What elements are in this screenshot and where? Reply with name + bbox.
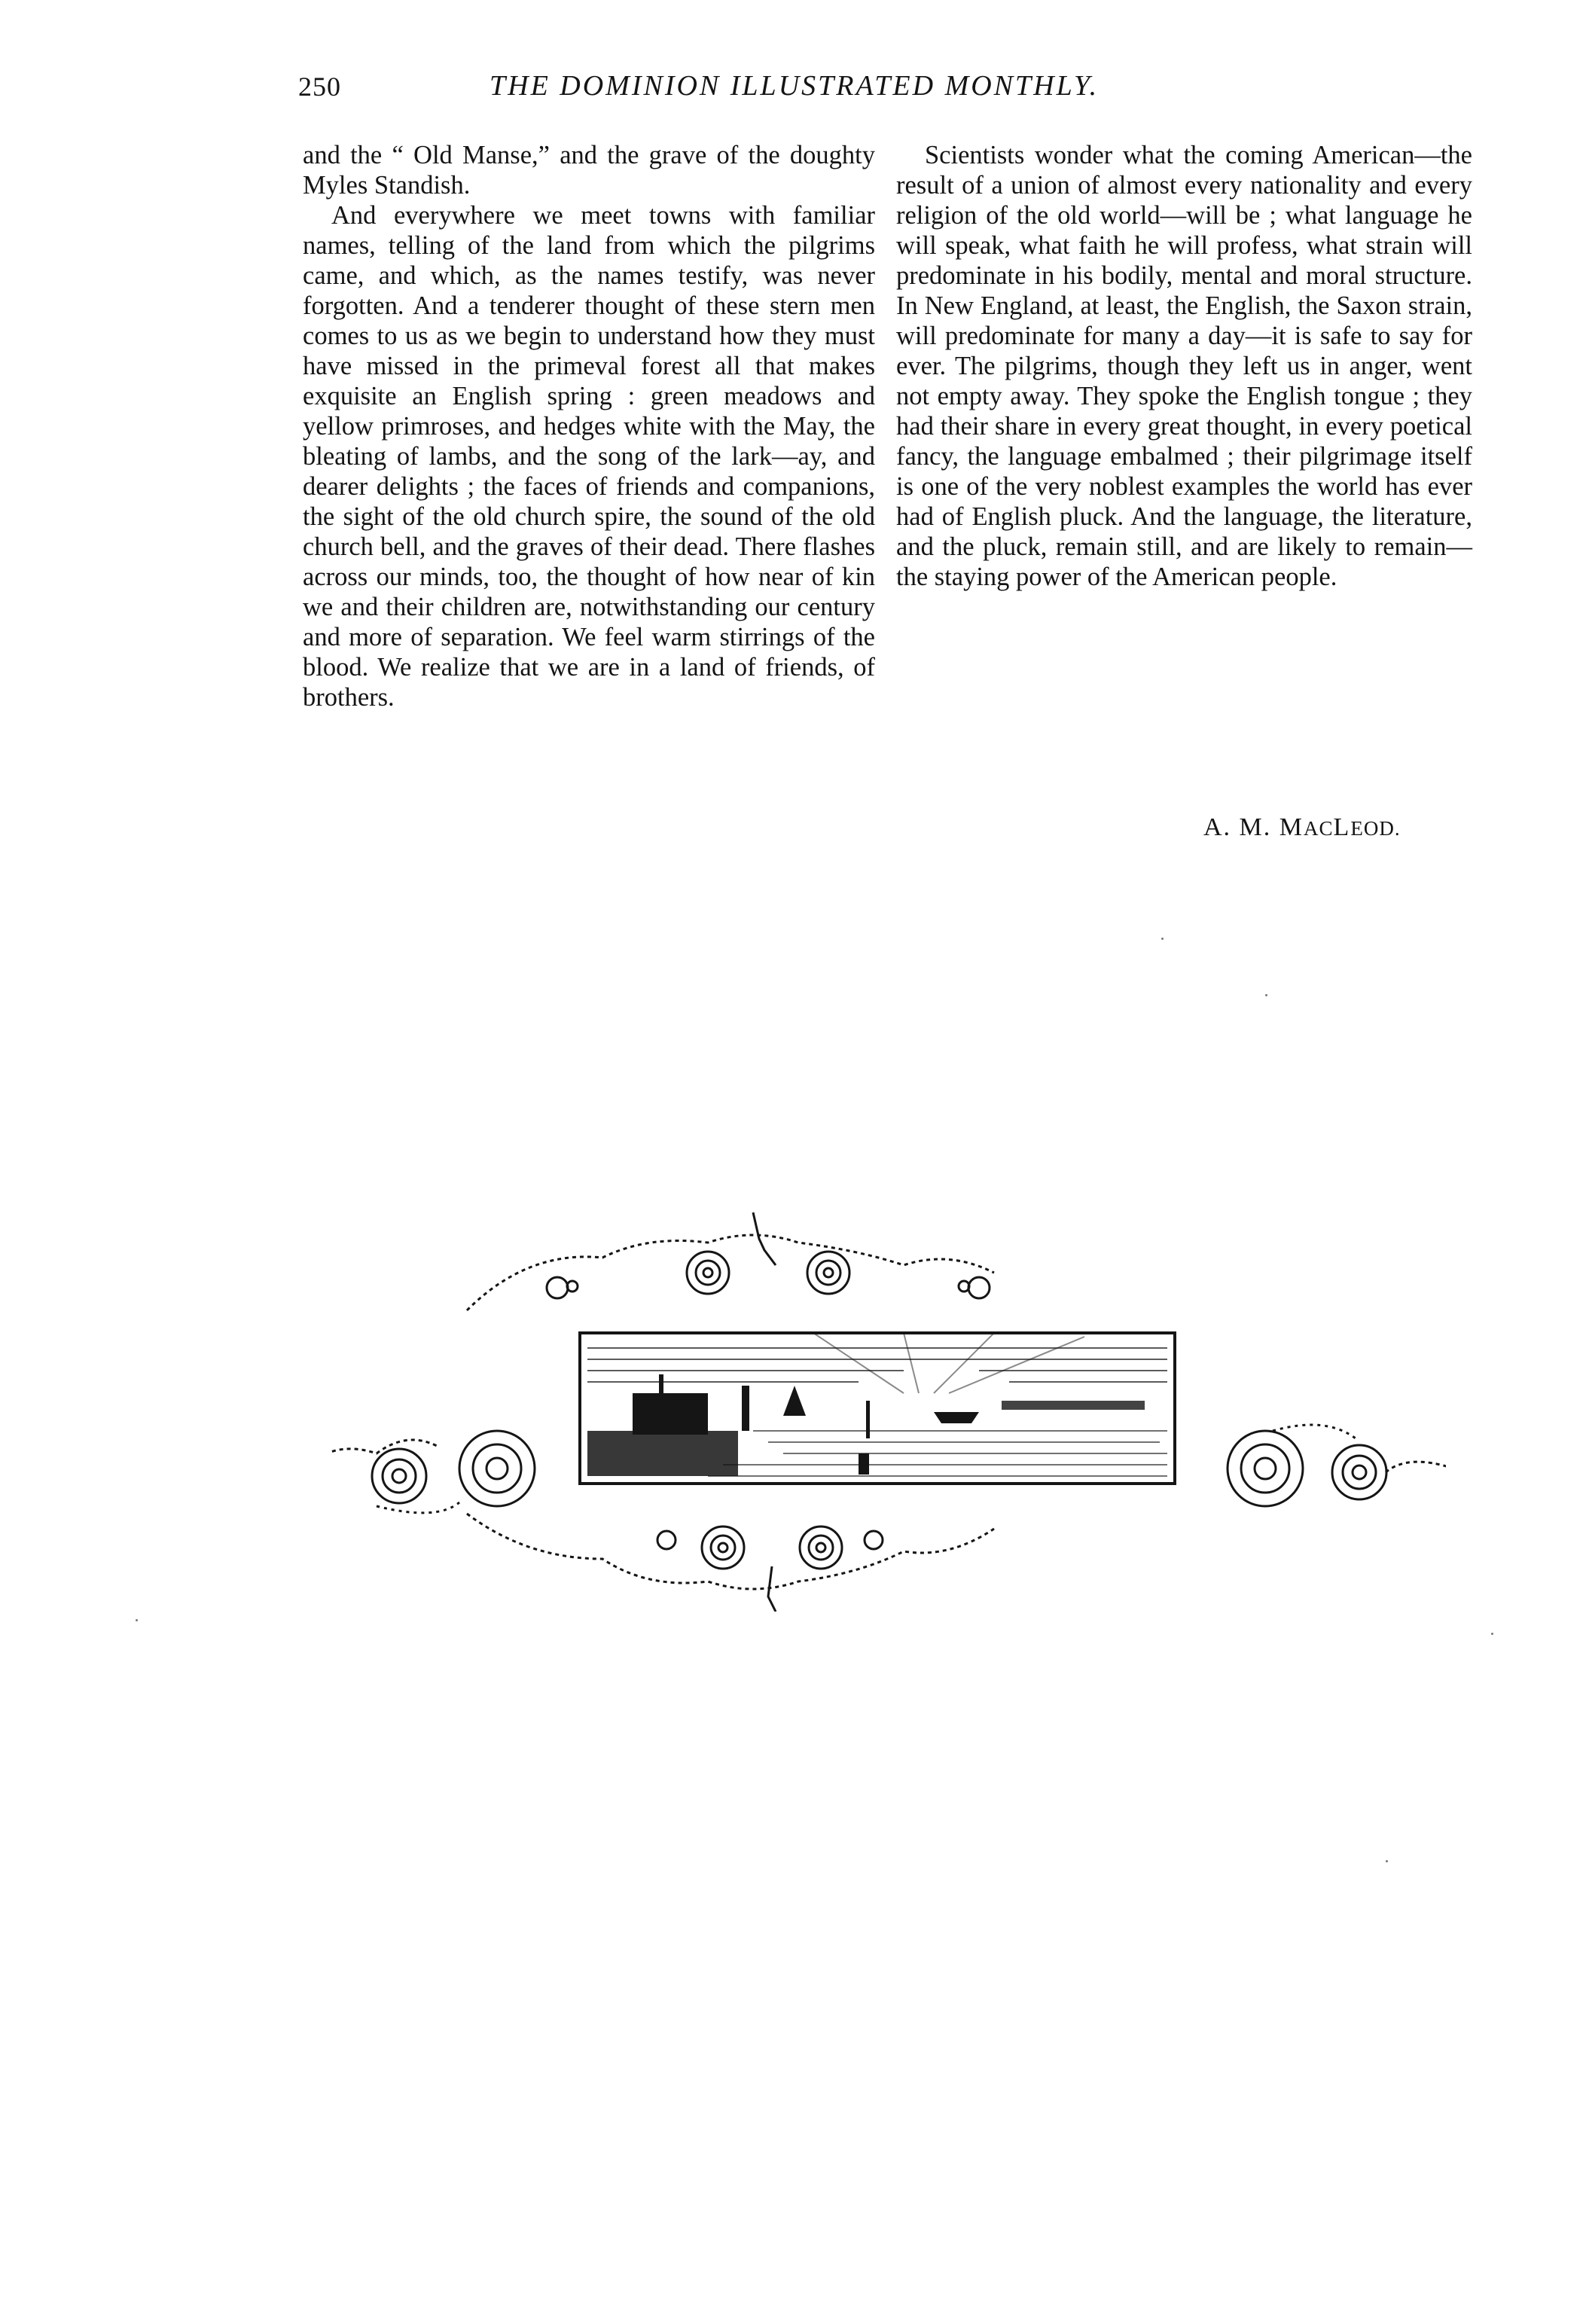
print-speck [1386,1860,1388,1862]
signature-small-caps-tail: EOD. [1350,817,1401,840]
paragraph: and the “ Old Manse,” and the grave of the doughty Myles Standish. [303,141,875,200]
paragraph: Scientists wonder what the coming American—the result of a union of almost every nationality and every religion of the old world—will be ; what language he will speak, what faith he will profess, what strain will predominate in his bodily, mental and moral structure. In New England, at least, the English, the Saxon strain, will predominate for many a day—it is safe to say for ever. The pilgrims, though they left us in anger, went not empty away. They spoke the English tongue ; they had their share in every great thought, in every poetical fancy, the language embalmed ; their pilgrimage itself is one of the very noblest examples the world has ever had of English pluck. And the language, the literature, and the pluck, remain still, and are likely to remain—the staying power of the American people. [896,141,1472,591]
signature-initials: A. M. M [1203,813,1304,841]
print-speck [1161,938,1164,940]
print-speck [1491,1633,1493,1635]
running-head: THE DOMINION ILLUSTRATED MONTHLY. [490,70,1100,102]
right-column [896,140,1472,592]
paragraph: And everywhere we meet towns with familiar names, telling of the land from which the pilgrims came, and which, as the names testify, was never forgotten. And a tenderer thought of these stern men comes to us as we begin to understand how they must have missed in the primeval forest all that makes exquisite an English spring : green meadows and yellow primroses, and hedges white with the May, the bleating of lambs, and the song of the lark—ay, and dearer delights ; the faces of friends and companions, the sight of the old church spire, the sound of the old church bell, and the graves of their dead. There flashes across our minds, too, the thought of how near of kin we and their children are, notwithstanding our century and more of separation. We feel warm stirrings of the blood. We realize that we are in a land of friends, of brothers. [303,201,875,712]
left-column [303,140,875,712]
seascape-engraving-icon [331,1205,1446,1612]
print-speck [1265,994,1267,996]
print-speck [136,1619,138,1621]
author-signature [1203,813,1401,842]
signature-capital: L [1333,813,1351,841]
page-number: 250 [298,72,341,102]
signature-small-caps: AC [1304,817,1334,840]
